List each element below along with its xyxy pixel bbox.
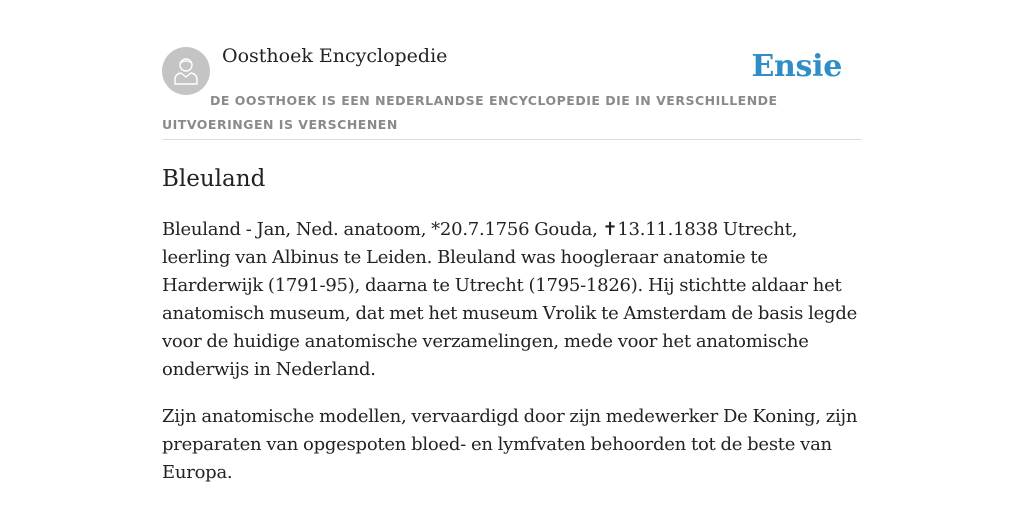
user-icon bbox=[173, 56, 199, 86]
source-header bbox=[162, 0, 862, 140]
brand-logo[interactable]: Ensie bbox=[751, 49, 842, 84]
avatar[interactable] bbox=[162, 47, 210, 95]
article-paragraph: Bleuland - Jan, Ned. anatoom, *20.7.1756 Gouda, ✝13.11.1838 Utrecht, leerling van Albinus te Leiden. Bleuland was hoogleraar anatomie te Harderwijk (1791-95), daarna te Utrecht (1795-1826). Hij stichtte aldaar het anatomisch museum, dat met het museum Vrolik te Amsterdam de basis legde voor de huidige anatomische verzamelingen, mede voor het anatomische onderwijs in Nederland. bbox=[162, 219, 857, 380]
article-paragraph: Zijn anatomische modellen, vervaardigd door zijn medewerker De Koning, zijn preparaten van opgespoten bloed- en lymfvaten behoorden tot de beste van Europa. bbox=[162, 406, 858, 483]
article-card bbox=[162, 0, 862, 487]
source-name[interactable]: Oosthoek Encyclopedie bbox=[222, 45, 448, 67]
source-description: DE OOSTHOEK IS EEN NEDERLANDSE ENCYCLOPEDIE DIE IN VERSCHILLENDE UITVOERINGEN IS VERSCHENEN bbox=[162, 93, 778, 132]
article-title: Bleuland bbox=[162, 166, 266, 192]
